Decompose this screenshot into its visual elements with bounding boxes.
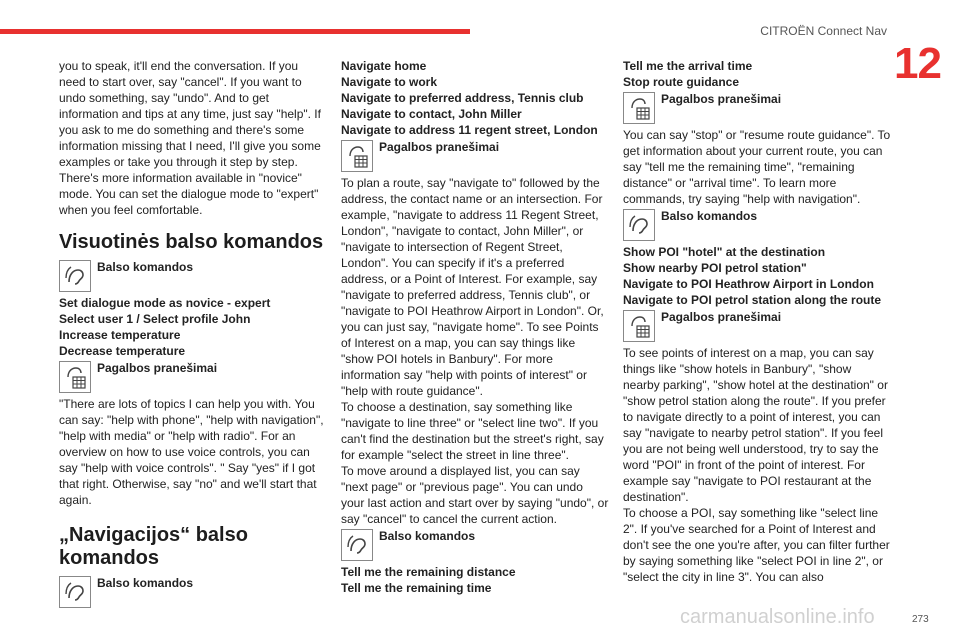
help-paragraph: To plan a route, say "navigate to" followed by the address, the contact name or an intersection. For example, "navigate to address 11 Regent Street, London", "navigate to contact, John Miller", or "navigate to intersection of Regent Street, London". You can specify if it's a preferred address, or a Point of Interest. For example, say "navigate to preferred address, Tennis club", or "navigate to POI Heathrow Airport in London". Or, you can just say, "navigate home". To see Points of Interest on a map, you can say things like "show POI hotels in Banbury". For more information say "help with points of interest" or "help with route guidance". To choose a destination, say something like "navigate to line three" or "select line two". If you can't find the destination but the street's right, say for example "select the street in line three". To move around a displayed list, you can say "next page" or "previous page". You can undo your last action and start over by saying "undo", or say "cancel" to cancel the current action. [341,176,609,526]
voice-commands-label: Balso komandos [97,576,194,590]
command-line: Show nearby POI petrol station" [623,261,807,275]
command-line: Navigate to POI Heathrow Airport in London [623,277,874,291]
help-messages-row [59,361,327,395]
command-line: Navigate to POI petrol station along the route [623,293,882,307]
help-paragraph: You can say "stop" or "resume route guidance". To get information about your current route, you can say "tell me the remaining time", "remaining distance" or "arrival time". To learn more commands, try saying "help with navigation". [623,128,891,206]
voice-commands-row [623,209,891,243]
command-line: Navigate to contact, John Miller [341,107,522,121]
command-line: Navigate to preferred address, Tennis club [341,91,584,105]
column-2 [341,58,609,596]
command-line: Increase temperature [59,328,181,342]
voice-command-icon [623,209,655,241]
watermark: carmanualsonline.info [680,606,875,628]
command-line: Select user 1 / Select profile John [59,312,251,326]
command-line: Navigate to work [341,75,438,89]
help-messages-label: Pagalbos pranešimai [661,92,782,106]
voice-command-icon [341,529,373,561]
header-accent-bar [0,29,470,34]
chapter-number: 12 [894,39,941,88]
help-messages-row [623,92,891,126]
command-line: Set dialogue mode as novice - expert [59,296,271,310]
voice-commands-row [341,529,609,563]
column-3 [623,58,891,585]
voice-commands-label: Balso komandos [379,529,476,543]
header-title: CITROËN Connect Nav [760,24,887,38]
help-messages-row [623,310,891,344]
intro-paragraph: you to speak, it'll end the conversation. If you need to start over, say "cancel". If you want to undo something, say "undo". And to get information and tips at any time, just say "help". If you ask to me do something and there's some information missing that I need, I'll give you some examples or take you through it step by step. There's more information available in "novice" mode. You can set the dialogue mode to "expert" when you feel comfortable. [59,59,321,217]
command-line: Navigate home [341,59,427,73]
help-messages-label: Pagalbos pranešimai [661,310,782,324]
help-messages-label: Pagalbos pranešimai [379,140,500,154]
voice-command-icon [59,576,91,608]
help-message-icon [623,310,655,342]
command-line: Tell me the remaining distance [341,565,516,579]
command-line: Tell me the remaining time [341,581,492,595]
help-messages-label: Pagalbos pranešimai [97,361,218,375]
help-paragraph: To see points of interest on a map, you can say things like "show hotels in Banbury", "show nearby parking", "show hotel at the destination" or "show petrol station along the route". If you prefer to navigate directly to a point of interest, you can say "navigate to nearby petrol station". If you feel you are not being well understood, try to say the word "POI" in front of the point of interest. For example say "navigate to POI restaurant at the destination". To choose a POI, say something like "select line 2". If you've searched for a Point of Interest and don't see the one you're after, you can filter further by saying something like "select POI in line 2", or "select the city in line 3". You can also [623,346,890,584]
command-line: Decrease temperature [59,344,186,358]
help-messages-row [341,140,609,174]
voice-commands-label: Balso komandos [661,209,758,223]
voice-commands-row [59,576,327,610]
command-line: Navigate to address 11 regent street, London [341,123,598,137]
help-message-icon [341,140,373,172]
command-line: Tell me the arrival time [623,59,753,73]
help-paragraph: "There are lots of topics I can help you with. You can say: "help with phone", "help with navigation", "help with media" or "help with radio". For an overview on how to use voice controls, you can say "help with voice controls". " Say "yes" if I got that right. Otherwise, say "no" and we'll start that again. [59,397,324,507]
help-message-icon [623,92,655,124]
voice-command-icon [59,260,91,292]
heading-navigation-voice-commands: „Navigacijos“ balso komandos [59,524,248,569]
help-message-icon [59,361,91,393]
voice-commands-label: Balso komandos [97,260,194,274]
command-line: Show POI "hotel" at the destination [623,245,826,259]
page-number: 273 [912,614,929,625]
voice-commands-row [59,260,327,294]
column-1 [59,58,327,611]
command-line: Stop route guidance [623,75,740,89]
heading-global-voice-commands: Visuotinės balso komandos [59,231,324,253]
